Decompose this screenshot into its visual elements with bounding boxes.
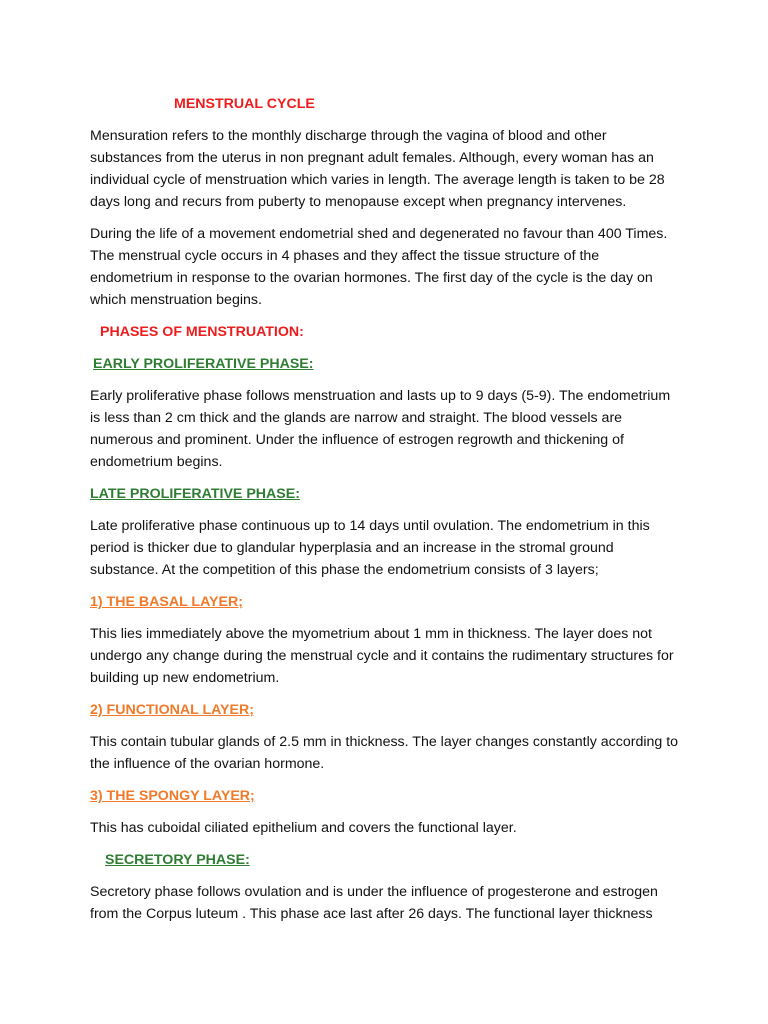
document-content [90,93,680,935]
spongy-layer-heading: 3) THE SPONGY LAYER; [90,788,255,804]
intro-paragraph-1: Mensuration refers to the monthly discharge through the vagina of blood and other substances from the uterus in non pregnant adult females. Although, every woman has an individual cycle of menstruation which varies in length. The average length is taken to be 28 days long and recurs from puberty to menopause except when pregnancy intervenes. [90,128,665,210]
basal-layer-text: This lies immediately above the myometrium about 1 mm in thickness. The layer does not undergo any change during the menstrual cycle and it contains the rudimentary structures for building up new endometrium. [90,626,674,686]
phases-heading: PHASES OF MENSTRUATION: [100,324,304,340]
secretory-heading: SECRETORY PHASE: [105,852,250,868]
late-proliferative-heading: LATE PROLIFERATIVE PHASE: [90,486,300,502]
early-proliferative-heading: EARLY PROLIFERATIVE PHASE: [93,356,314,372]
intro-paragraph-2: During the life of a movement endometrial shed and degenerated no favour than 400 Times. The menstrual cycle occurs in 4 phases and they affect the tissue structure of the endometrium in response to the ovarian hormones. The first day of the cycle is the day on which menstruation begins. [90,226,668,308]
early-proliferative-text: Early proliferative phase follows menstruation and lasts up to 9 days (5-9). The endometrium is less than 2 cm thick and the glands are narrow and straight. The blood vessels are numerous and prominent. Under the influence of estrogen regrowth and thickening of endometrium begins. [90,388,671,470]
secretory-text: Secretory phase follows ovulation and is under the influence of progesterone and estrogen from the Corpus luteum . This phase ace last after 26 days. The functional layer thickness [90,884,658,922]
functional-layer-heading: 2) FUNCTIONAL LAYER; [90,702,254,718]
basal-layer-heading: 1) THE BASAL LAYER; [90,594,243,610]
spongy-layer-text: This has cuboidal ciliated epithelium and covers the functional layer. [90,820,517,836]
late-proliferative-text: Late proliferative phase continuous up to 14 days until ovulation. The endometrium in this period is thicker due to glandular hyperplasia and an increase in the stromal ground substance. At the competition of this phase the endometrium consists of 3 layers; [90,518,650,578]
document-title: MENSTRUAL CYCLE [174,96,315,112]
functional-layer-text: This contain tubular glands of 2.5 mm in thickness. The layer changes constantly according to the influence of the ovarian hormone. [90,734,679,772]
